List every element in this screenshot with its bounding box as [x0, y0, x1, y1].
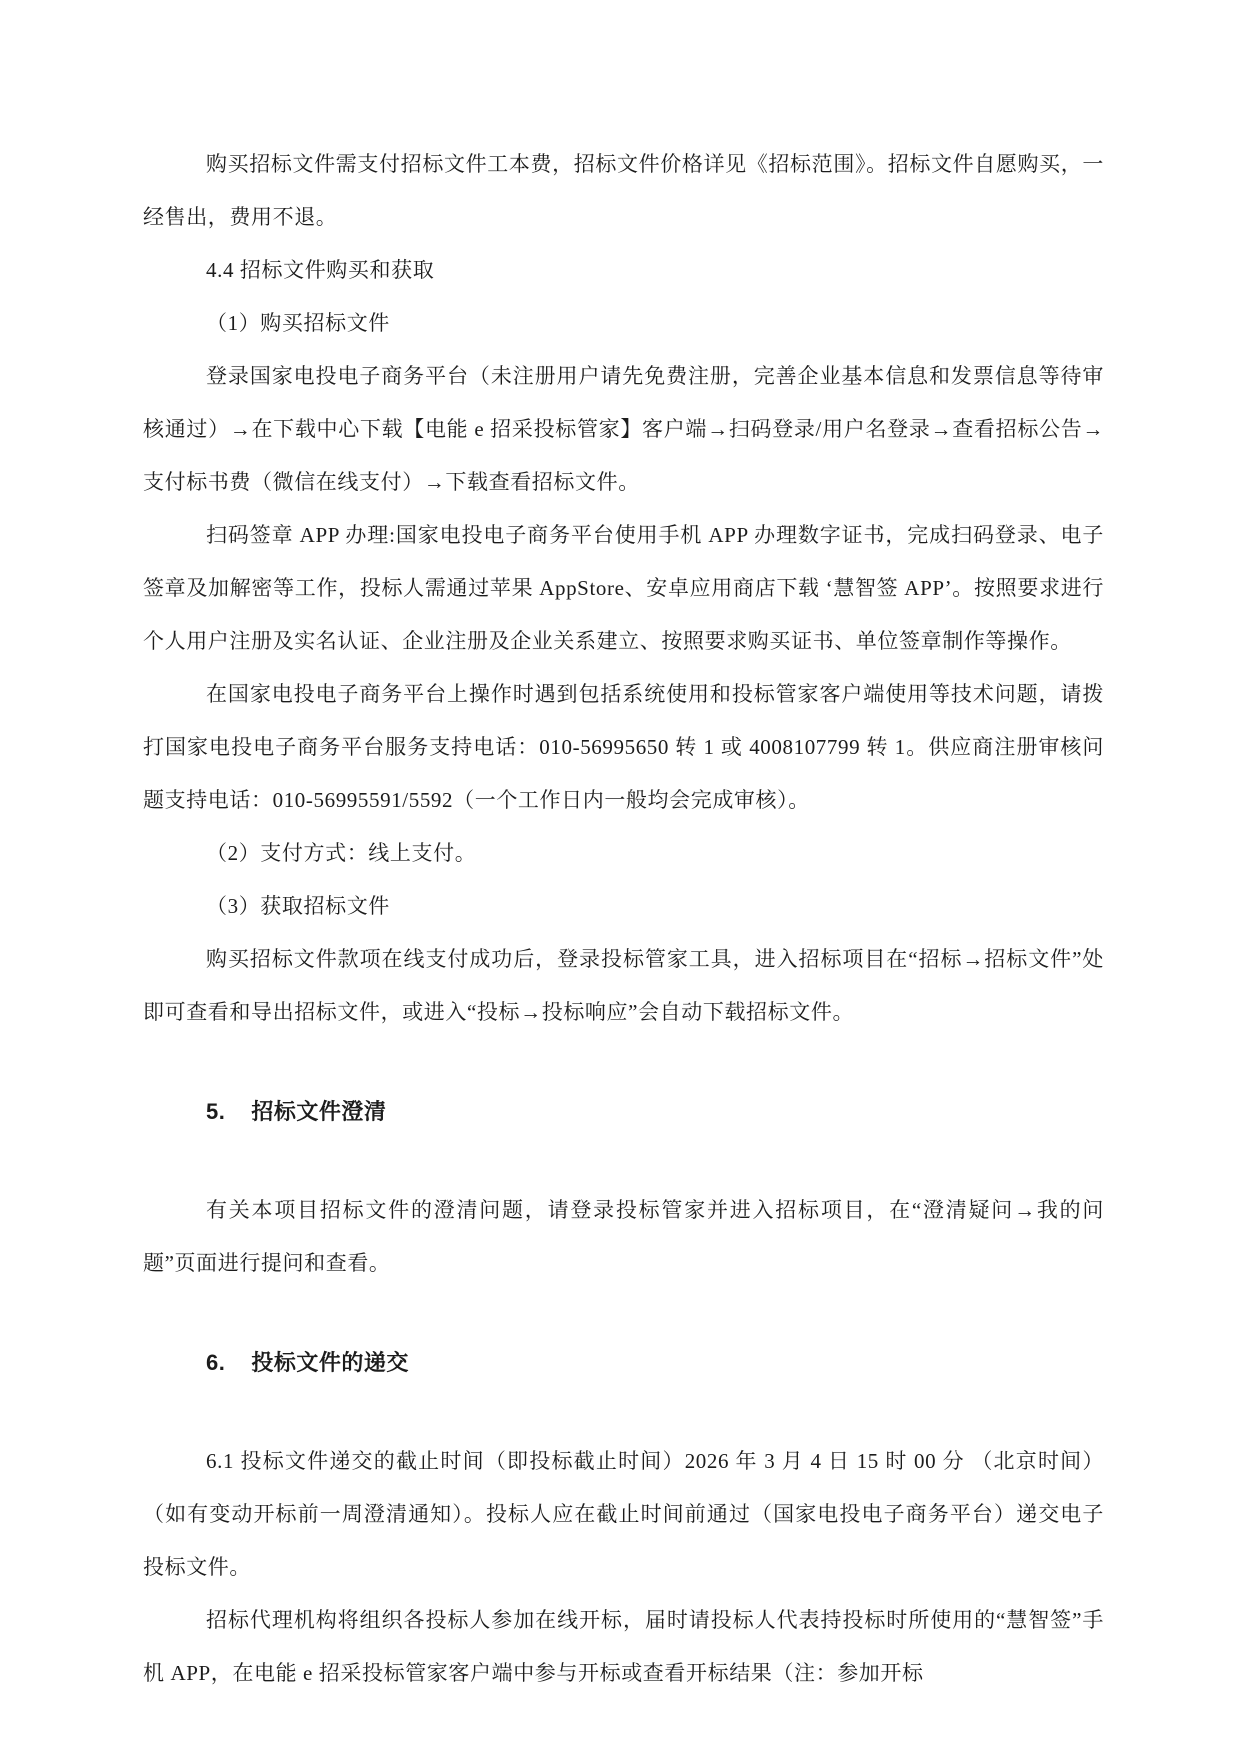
paragraph-section-4-4-title: 4.4 招标文件购买和获取	[206, 258, 435, 282]
section-6-number: 6.	[206, 1350, 226, 1375]
paragraph-obtain-after-payment: 购买招标文件款项在线支付成功后，登录投标管家工具，进入招标项目在“招标→招标文件”处即可查看和导出招标文件，或进入“投标→投标响应”会自动下载招标文件。	[143, 947, 1104, 1024]
paragraph-clarification: 有关本项目招标文件的澄清问题，请登录投标管家并进入招标项目，在“澄清疑问→我的问题”页面进行提问和查看。	[143, 1198, 1104, 1275]
paragraph-login-platform-steps: 登录国家电投电子商务平台（未注册用户请先免费注册，完善企业基本信息和发票信息等待审核通过）→在下载中心下载【电能 e 招采投标管家】客户端→扫码登录/用户名登录→查看招标公告→支付标书费（微信在线支付）→下载查看招标文件。	[143, 364, 1104, 494]
paragraph-purchase-fee: 购买招标文件需支付招标文件工本费，招标文件价格详见《招标范围》。招标文件自愿购买，一经售出，费用不退。	[143, 152, 1104, 229]
section-5-number: 5.	[206, 1099, 226, 1124]
paragraph-submission-deadline: 6.1 投标文件递交的截止时间（即投标截止时间）2026 年 3 月 4 日 15 时 00 分 （北京时间）（如有变动开标前一周澄清通知）。投标人应在截止时间前通过（国家电投电子商务平台）递交电子投标文件。	[143, 1449, 1104, 1579]
paragraph-support-phones: 在国家电投电子商务平台上操作时遇到包括系统使用和投标管家客户端使用等技术问题，请拨打国家电投电子商务平台服务支持电话：010-56995650 转 1 或 4008107799 转 1。供应商注册审核问题支持电话：010-56995591/5592（一个工作日内一般均会完成审核）。	[143, 682, 1104, 812]
section-heading-6	[143, 1336, 1104, 1389]
paragraph-item-2-payment: （2）支付方式：线上支付。	[206, 841, 477, 865]
paragraph-online-bid-opening: 招标代理机构将组织各投标人参加在线开标，届时请投标人代表持投标时所使用的“慧智签”手机 APP，在电能 e 招采投标管家客户端中参与开标或查看开标结果（注：参加开标	[143, 1608, 1104, 1685]
paragraph-item-3-obtain: （3）获取招标文件	[206, 894, 390, 918]
section-6-title: 投标文件的递交	[251, 1350, 409, 1375]
paragraph-item-1-purchase: （1）购买招标文件	[206, 311, 390, 335]
section-heading-5	[143, 1085, 1104, 1138]
section-5-title: 招标文件澄清	[251, 1099, 387, 1124]
paragraph-scan-sign-app: 扫码签章 APP 办理:国家电投电子商务平台使用手机 APP 办理数字证书，完成扫码登录、电子签章及加解密等工作，投标人需通过苹果 AppStore、安卓应用商店下载 ‘慧智签 APP’。按照要求进行个人用户注册及实名认证、企业注册及企业关系建立、按照要求购买证书、单位签章制作等操作。	[143, 523, 1104, 653]
